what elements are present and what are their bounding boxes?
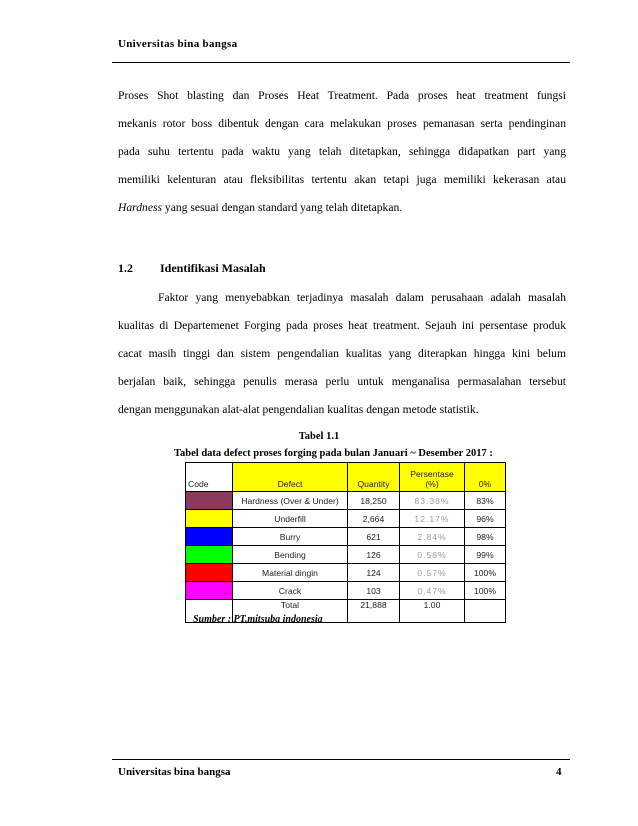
- defect-name: Material dingin: [233, 564, 348, 582]
- defect-table: [185, 462, 506, 623]
- table-caption: Tabel data defect proses forging pada bulan Januari ~ Desember 2017 :: [174, 448, 493, 459]
- total-percent: 1.00: [400, 600, 465, 623]
- header-code: Code: [186, 463, 233, 492]
- page-number: 4: [556, 766, 562, 778]
- paragraph-2-line: cacat masih tinggi dan sistem pengendalian kualitas yang diterapkan hingga kini belum: [118, 347, 566, 360]
- paragraph-2-line: kualitas di Departemenet Forging pada proses heat treatment. Sejauh ini persentase produk: [118, 319, 566, 332]
- color-code-swatch: [186, 492, 233, 510]
- paragraph-2-line: dengan menggunakan alat-alat pengendalian kualitas dengan metode statistik.: [118, 403, 479, 416]
- color-code-swatch: [186, 528, 233, 546]
- color-code-swatch: [186, 546, 233, 564]
- section-title: Identifikasi Masalah: [160, 261, 266, 275]
- defect-quantity: 126: [348, 546, 400, 564]
- paragraph-1-line: pada suhu tertentu pada waktu yang telah ditetapkan, sehingga didapatkan part yang: [118, 145, 566, 158]
- defect-cumulative: 99%: [465, 546, 506, 564]
- defect-quantity: 621: [348, 528, 400, 546]
- defect-name: Bending: [233, 546, 348, 564]
- header-percent: Persentase (%): [400, 463, 465, 492]
- table-row: [186, 510, 506, 528]
- defect-cumulative: 83%: [465, 492, 506, 510]
- defect-percent: 0.57%: [400, 564, 465, 582]
- paragraph-1-line: Proses Shot blasting dan Proses Heat Treatment. Pada proses heat treatment fungsi: [118, 89, 566, 102]
- paragraph-1-line: mekanis rotor boss dibentuk dengan cara melakukan proses pemanasan serta pendinginan: [118, 117, 566, 130]
- defect-percent: 12.17%: [400, 510, 465, 528]
- paragraph-1: [118, 82, 566, 222]
- defect-name: Crack: [233, 582, 348, 600]
- defect-cumulative: 100%: [465, 564, 506, 582]
- section-heading: [118, 261, 266, 276]
- defect-name: Hardness (Over & Under): [233, 492, 348, 510]
- paragraph-1-line-last: [118, 194, 566, 222]
- defect-percent: 2.84%: [400, 528, 465, 546]
- table-row: [186, 492, 506, 510]
- total-cumulative: [465, 600, 506, 623]
- defect-name: Underfill: [233, 510, 348, 528]
- table-row: [186, 528, 506, 546]
- header-defect: Defect: [233, 463, 348, 492]
- paragraph-1-line: memiliki kelenturan atau fleksibilitas tertentu akan tetapi juga memiliki kekerasan atau: [118, 173, 566, 186]
- table-row: [186, 582, 506, 600]
- defect-quantity: 2,664: [348, 510, 400, 528]
- color-code-swatch: [186, 582, 233, 600]
- page-header: Universitas bina bangsa: [118, 38, 238, 50]
- footer-rule: [112, 759, 570, 760]
- table-source: Sumber : PT.mitsuba indonesia: [193, 614, 323, 625]
- table-header-row: [186, 463, 506, 492]
- header-quantity: Quantity: [348, 463, 400, 492]
- total-quantity: 21,888: [348, 600, 400, 623]
- section-number: 1.2: [118, 261, 133, 275]
- header-rule: [112, 62, 570, 63]
- total-label: Total: [233, 600, 348, 623]
- paragraph-2: [118, 284, 566, 424]
- defect-cumulative: 98%: [465, 528, 506, 546]
- defect-cumulative: 96%: [465, 510, 506, 528]
- defect-percent: 0.58%: [400, 546, 465, 564]
- color-code-swatch: [186, 510, 233, 528]
- defect-quantity: 103: [348, 582, 400, 600]
- color-code-swatch: [186, 564, 233, 582]
- paragraph-2-line: Faktor yang menyebabkan terjadinya masalah dalam perusahaan adalah masalah: [158, 291, 566, 304]
- paragraph-2-line: berjalan baik, sehingga penulis merasa perlu untuk menganalisa permasalahan tersebut: [118, 375, 566, 388]
- defect-percent: 83.38%: [400, 492, 465, 510]
- table-label: Tabel 1.1: [298, 431, 340, 442]
- defect-quantity: 18,250: [348, 492, 400, 510]
- table-row: [186, 564, 506, 582]
- table-row: [186, 546, 506, 564]
- footer-text: Universitas bina bangsa: [118, 766, 231, 778]
- paragraph-1-last-rest: yang sesuai dengan standard yang telah ditetapkan.: [162, 201, 403, 214]
- defect-name: Burry: [233, 528, 348, 546]
- defect-cumulative: 100%: [465, 582, 506, 600]
- hardness-term: Hardness: [118, 201, 163, 214]
- header-cumulative: 0%: [465, 463, 506, 492]
- defect-quantity: 124: [348, 564, 400, 582]
- defect-percent: 0.47%: [400, 582, 465, 600]
